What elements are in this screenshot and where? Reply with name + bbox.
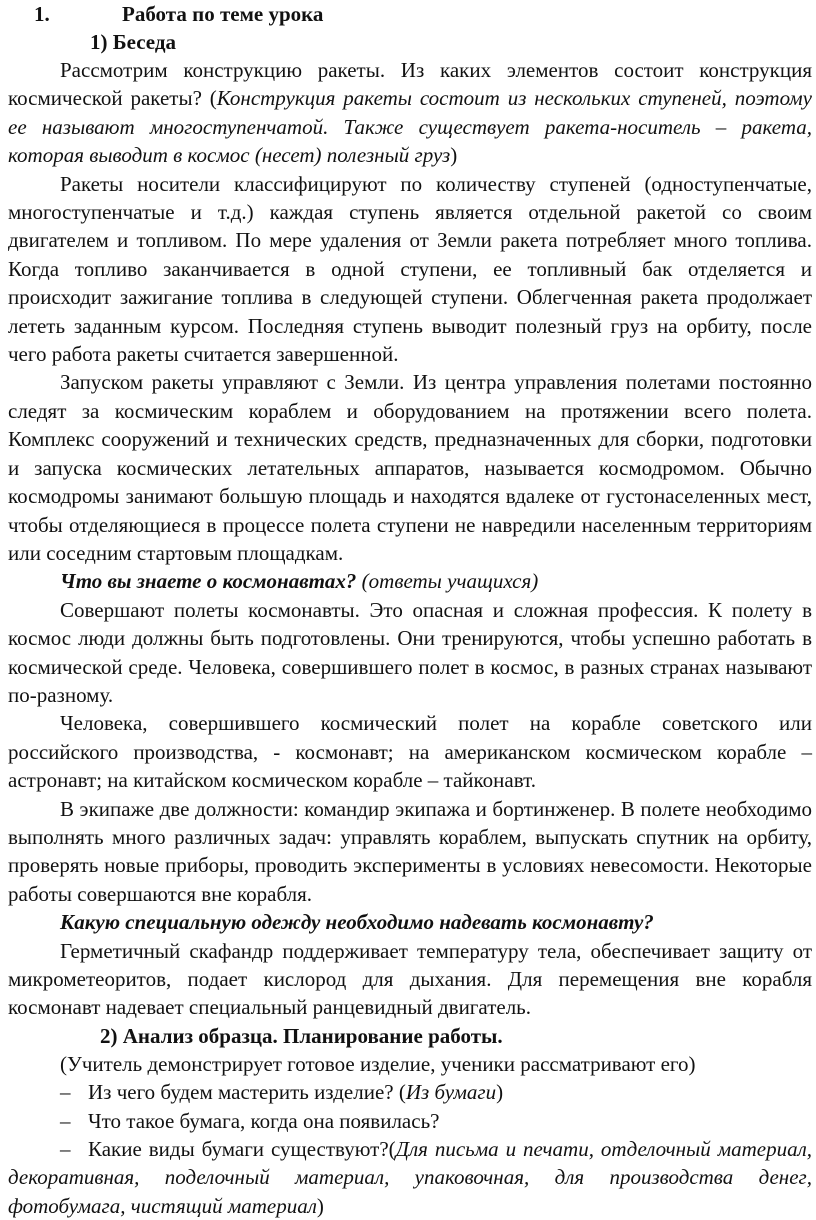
question-answer-note: (ответы учащихся) [356, 569, 539, 594]
question-text: Что вы знаете о космонавтах? [60, 569, 357, 594]
list-item-tail: ) [316, 1193, 324, 1218]
paragraph-crew-positions: В экипаже две должности: командир экипажа и бортинженер. В полете необходимо выполнять много различных задач: управлять кораблем, выпускать спутник на орбиту, проверять новые приборы, проводить эксперименты в условиях невесомости. Некоторые работы совершаются вне корабля. [8, 796, 812, 906]
list-item-text: Из чего будем мастерить изделие? ( [88, 1080, 406, 1105]
list-item-answer: Для письма и печати, отделочный материал, декоративная, поделочный материал, упаковочная, для производства денег, фотобумага, чистящий материал [8, 1137, 813, 1218]
dash-marker: – [60, 1137, 71, 1162]
list-item-text: Что такое бумага, когда она появилась? [88, 1108, 440, 1133]
list-item-text: Какие виды бумаги существуют?( [88, 1137, 396, 1162]
paragraph-tail: ) [450, 143, 458, 168]
list-item-answer: Из бумаги [405, 1080, 497, 1105]
section-heading-1 [8, 0, 812, 28]
paragraph-teacher-demo: (Учитель демонстрирует готовое изделие, ученики рассматривают его) [60, 1051, 696, 1076]
list-item [8, 1135, 812, 1220]
section-title: Работа по теме урока [122, 2, 324, 26]
paragraph-spacesuit: Герметичный скафандр поддерживает температуру тела, обеспечивает защиту от микрометеоритов, подает кислород для дыхания. Для перемещения вне корабля космонавт надевает специальный ранцевидный двигатель. [8, 938, 812, 1020]
dash-marker: – [60, 1080, 71, 1105]
list-item-tail: ) [496, 1080, 504, 1105]
subsection-heading-conversation: 1) Беседа [90, 30, 176, 54]
list-item [8, 1107, 812, 1135]
question-spacesuit: Какую специальную одежду необходимо надевать космонавту? [60, 910, 654, 935]
section-number: 1. [34, 2, 50, 26]
question-cosmonauts [8, 567, 812, 595]
paragraph-cosmonaut-profession: Совершают полеты космонавты. Это опасная и сложная профессия. К полету в космос люди должны быть подготовлены. Они тренируются, чтобы успешно работать в космической среде. Человека, совершившего полет в космос, в разных странах называют по-разному. [8, 597, 812, 707]
paragraph-launch-vehicles: Ракеты носители классифицируют по количеству ступеней (одноступенчатые, многоступенчатые и т.д.) каждая ступень является отдельной ракетой со своим двигателем и топливом. По мере удаления от Земли ракета потребляет много топлива. Когда топливо заканчивается в одной ступени, ее топливный бак отделяется и происходит зажигание топлива в следующей ступени. Облегченная ракета продолжает лететь заданным курсом. Последняя ступень выводит полезный груз на орбиту, после чего работа ракеты считается завершенной. [8, 171, 812, 367]
paragraph-lead: Рассмотрим конструкцию ракеты. Из каких элементов состоит конструкция космической ракеты? ( [8, 58, 812, 111]
paragraph-rocket-construction [8, 56, 812, 170]
paragraph-italic-answer: Конструкция ракеты состоит из нескольких ступеней, поэтому ее называют многоступенчатой. Также существует ракета-носитель – ракета, которая выводит в космос (несет) полезный груз [8, 86, 812, 168]
document-content [8, 0, 812, 1220]
dash-marker: – [60, 1108, 71, 1133]
list-item [8, 1078, 812, 1106]
paragraph-cosmonaut-names: Человека, совершившего космический полет на корабле советского или российского производства, - космонавт; на американском космическом корабле – астронавт; на китайском космическом корабле – тайконавт. [8, 711, 812, 793]
paragraph-mission-control: Запуском ракеты управляют с Земли. Из центра управления полетами постоянно следят за космическим кораблем и оборудованием на протяжении всего полета. Комплекс сооружений и технических средств, предназначенных для сборки, подготовки и запуска космических летательных аппаратов, называется космодромом. Обычно космодромы занимают большую площадь и находятся вдалеке от густонаселенных мест, чтобы отделяющиеся в процессе полета ступени не навредили населенным территориям или соседним стартовым площадкам. [8, 370, 812, 565]
subsection-heading-analysis: 2) Анализ образца. Планирование работы. [100, 1023, 503, 1048]
